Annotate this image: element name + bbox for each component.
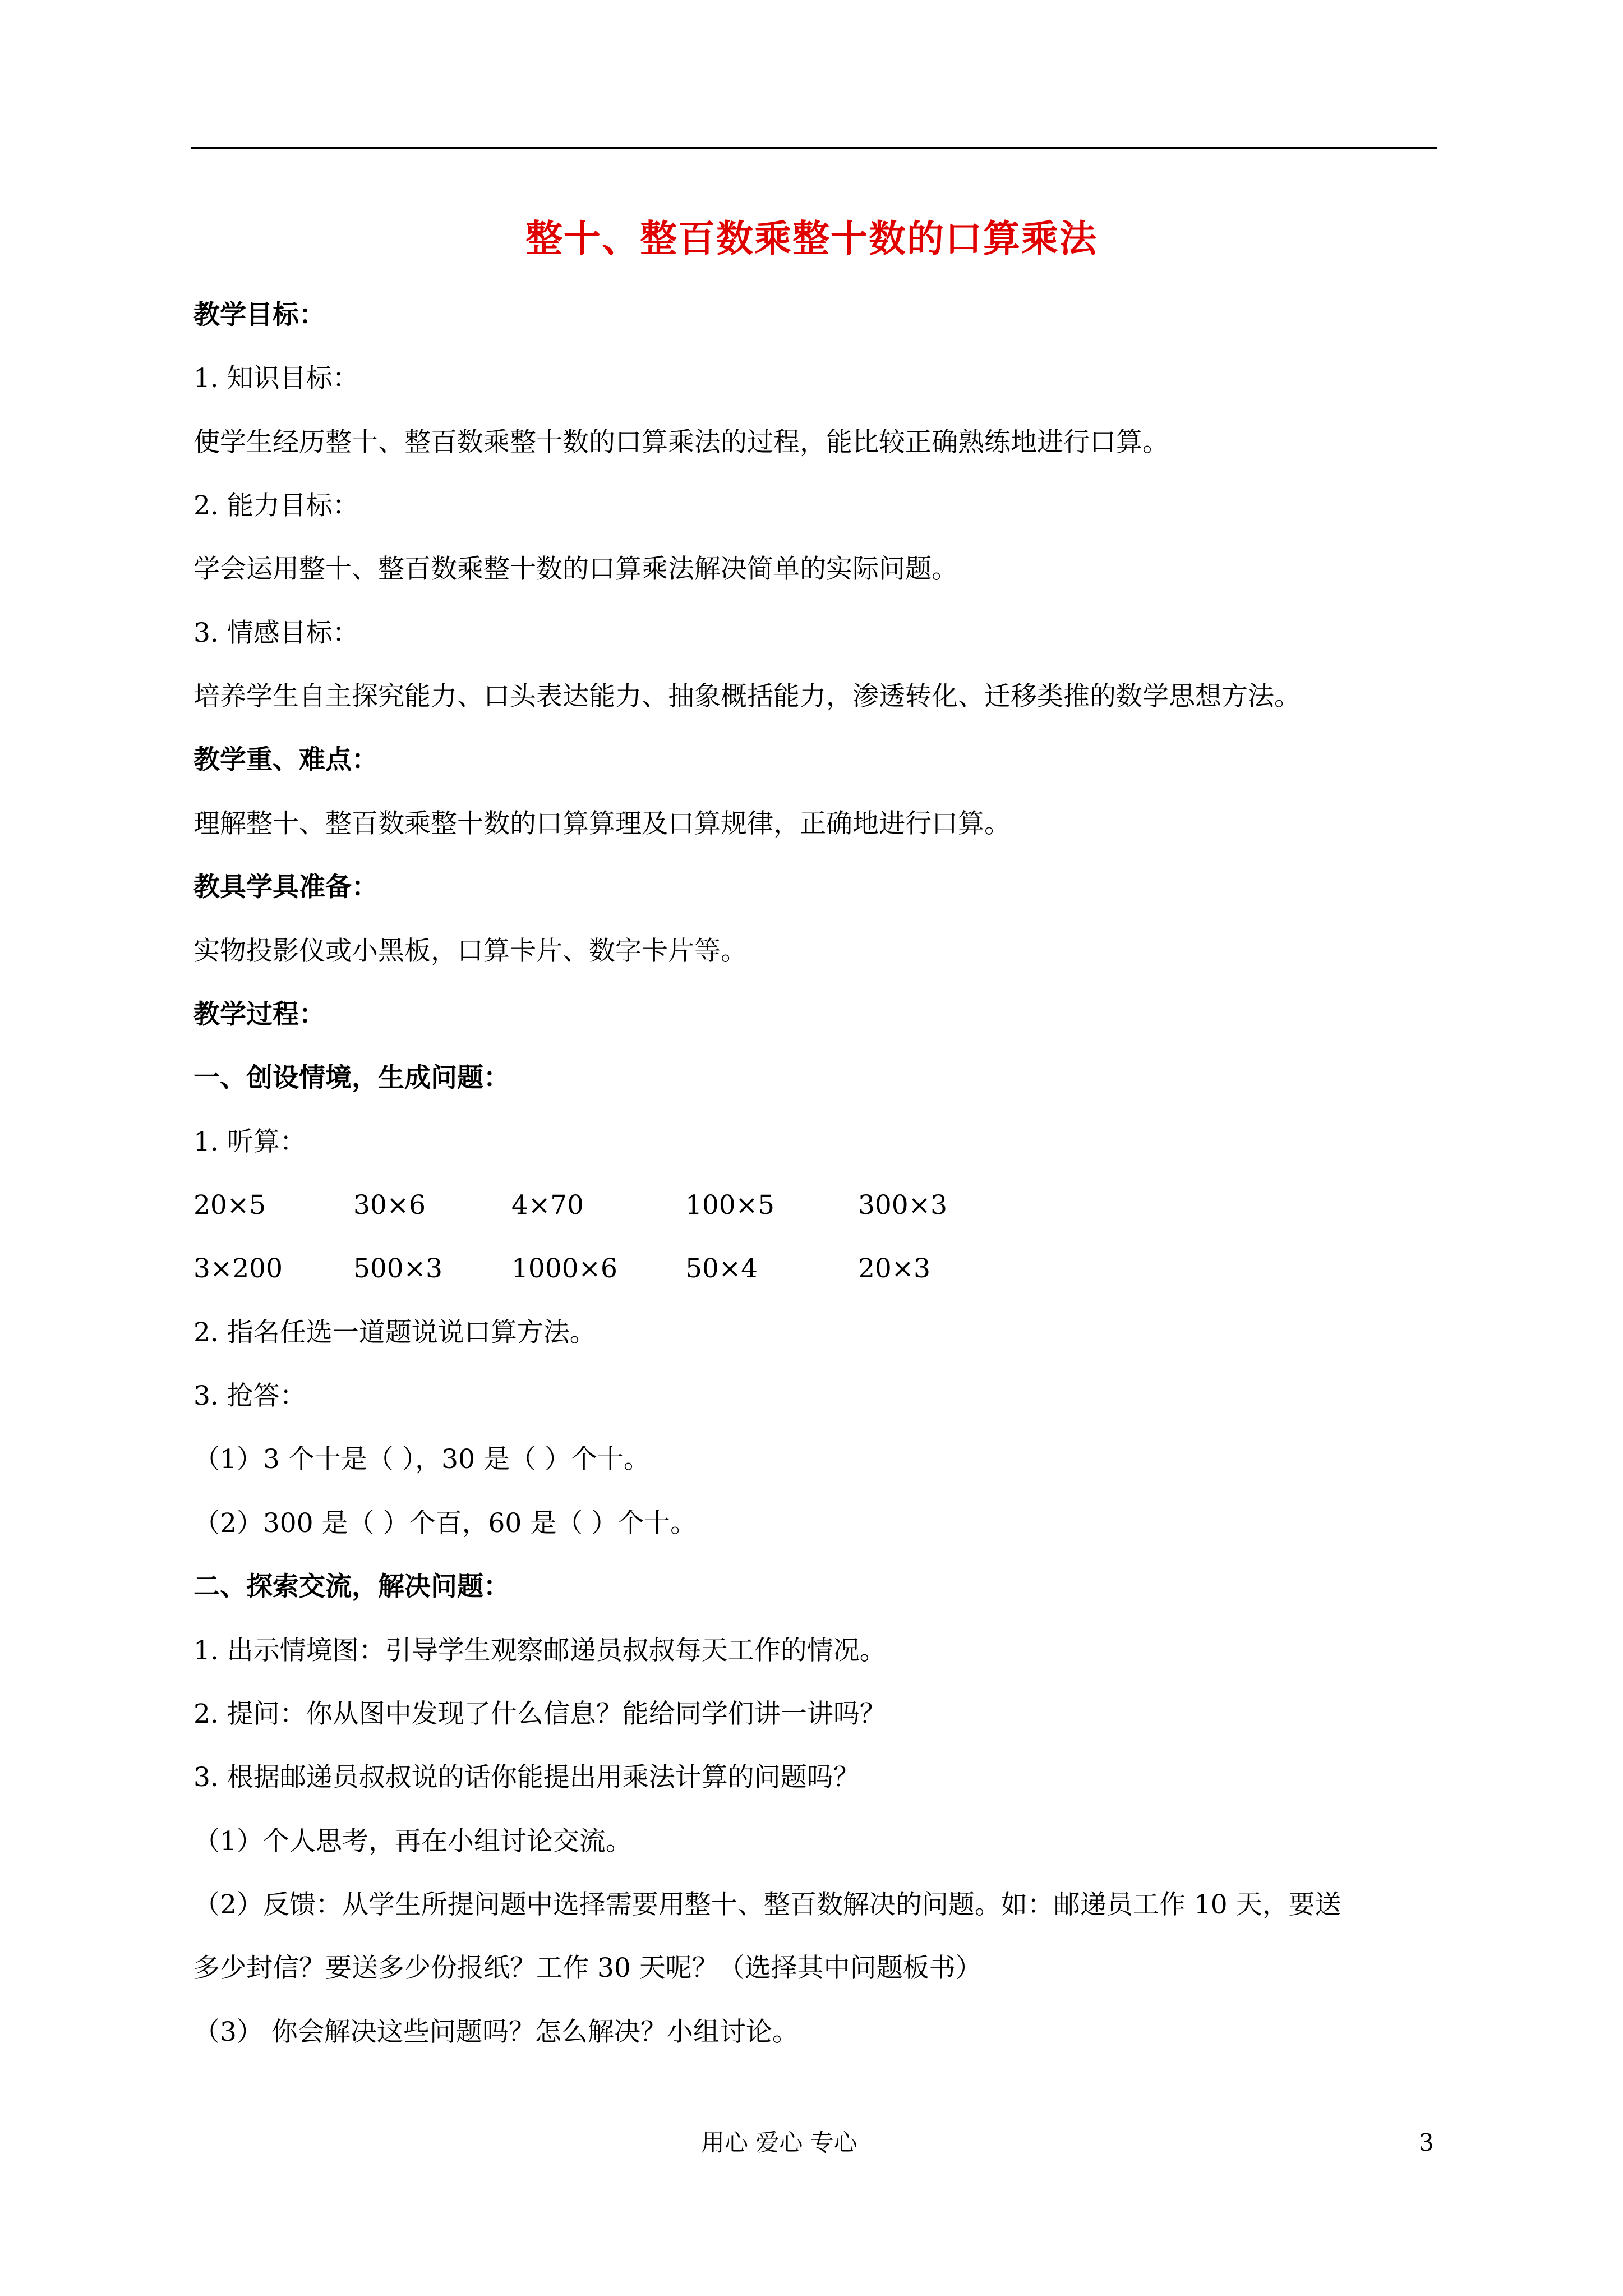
process-heading: 教学过程：: [193, 999, 325, 1030]
tools-heading: 教具学具准备：: [193, 872, 378, 903]
key-heading: 教学重、难点：: [193, 744, 378, 775]
goal2-text: 学会运用整十、整百数乘整十数的口算乘法解决简单的实际问题。: [193, 554, 958, 585]
key-text: 理解整十、整百数乘整十数的口算算理及口算规律，正确地进行口算。: [193, 808, 1011, 839]
part2-item3: 3. 根据邮递员叔叔说的话你能提出用乘法计算的问题吗？: [193, 1762, 860, 1793]
page-number: 3: [1419, 2129, 1434, 2156]
drill-cell: 50×4: [685, 1253, 758, 1284]
part2-heading: 二、探索交流，解决问题：: [193, 1571, 510, 1602]
part2-sub3: （3） 你会解决这些问题吗？怎么解决？小组讨论。: [193, 2017, 799, 2047]
part1-item3: 3. 抢答：: [193, 1381, 306, 1411]
part1-heading: 一、创设情境，生成问题：: [193, 1062, 510, 1093]
drill-cell: 100×5: [685, 1190, 774, 1221]
part1-question1: （1）3 个十是（ ），30 是（ ）个十。: [193, 1444, 650, 1475]
part2-sub2-line1: （2）反馈：从学生所提问题中选择需要用整十、整百数解决的问题。如：邮递员工作 10 天，要送: [193, 1889, 1341, 1920]
part2-item2: 2. 提问：你从图中发现了什么信息？能给同学们讲一讲吗？: [193, 1699, 886, 1729]
header-rule: [191, 147, 1437, 149]
drill-cell: 4×70: [511, 1190, 584, 1221]
drill-cell: 20×3: [858, 1253, 931, 1284]
drill-cell: 30×6: [353, 1190, 426, 1221]
page-title: 整十、整百数乘整十数的口算乘法: [525, 217, 1098, 260]
part2-sub1: （1）个人思考，再在小组讨论交流。: [193, 1826, 632, 1857]
goal1-label: 1. 知识目标：: [193, 363, 359, 394]
tools-text: 实物投影仪或小黑板，口算卡片、数字卡片等。: [193, 936, 747, 967]
drill-cell: 3×200: [193, 1253, 283, 1284]
part2-sub2-line2: 多少封信？要送多少份报纸？工作 30 天呢？（选择其中问题板书）: [193, 1953, 982, 1984]
part1-question2: （2）300 是（ ）个百，60 是（ ）个十。: [193, 1508, 697, 1539]
goal2-label: 2. 能力目标：: [193, 490, 359, 521]
goal3-text: 培养学生自主探究能力、口头表达能力、抽象概括能力，渗透转化、迁移类推的数学思想方法。: [193, 681, 1301, 712]
drill-cell: 20×5: [193, 1190, 266, 1221]
footer-motto: 用心 爱心 专心: [701, 2129, 857, 2156]
goal1-text: 使学生经历整十、整百数乘整十数的口算乘法的过程，能比较正确熟练地进行口算。: [193, 427, 1169, 458]
drill-cell: 1000×6: [511, 1253, 617, 1284]
drill-cell: 300×3: [858, 1190, 947, 1221]
part1-item2: 2. 指名任选一道题说说口算方法。: [193, 1317, 596, 1348]
goal-heading: 教学目标：: [193, 300, 325, 330]
drill-cell: 500×3: [353, 1253, 442, 1284]
part1-item1: 1. 听算：: [193, 1126, 306, 1157]
part2-item1: 1. 出示情境图：引导学生观察邮递员叔叔每天工作的情况。: [193, 1635, 886, 1666]
goal3-label: 3. 情感目标：: [193, 618, 359, 648]
